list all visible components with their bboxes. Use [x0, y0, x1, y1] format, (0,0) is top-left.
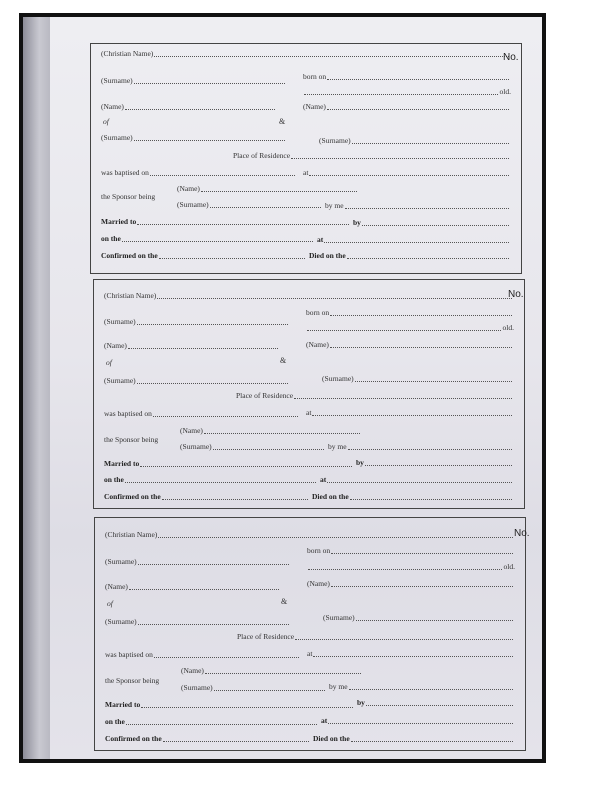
- father-surname-field[interactable]: [134, 133, 285, 141]
- married-at-label: at: [320, 475, 327, 484]
- baptism-place-field[interactable]: [309, 168, 509, 176]
- sponsor-name-field[interactable]: [204, 426, 360, 434]
- sponsor-surname-label: (Surname): [177, 200, 209, 209]
- sponsor-name-label: (Name): [181, 666, 204, 675]
- christian-name-label: (Christian Name): [104, 291, 157, 300]
- confirmed-on-field[interactable]: [163, 734, 309, 742]
- at-label: at: [307, 649, 313, 658]
- place-of-residence-field[interactable]: [291, 151, 509, 159]
- married-to-label: Married to: [104, 459, 140, 468]
- ampersand-label: &: [280, 356, 287, 365]
- register-page: [50, 17, 542, 759]
- married-on-label: on the: [104, 475, 124, 484]
- surname-field[interactable]: [134, 76, 285, 84]
- sponsor-surname-label: (Surname): [181, 683, 213, 692]
- book-gutter: [23, 17, 50, 759]
- christian-name-field[interactable]: [157, 291, 512, 299]
- died-on-label: Died on the: [312, 492, 349, 501]
- mother-name-field[interactable]: [331, 579, 513, 587]
- place-of-residence-field[interactable]: [294, 391, 512, 399]
- married-to-label: Married to: [105, 700, 141, 709]
- entry-2-number-label: No.: [508, 289, 524, 300]
- father-name-field[interactable]: [129, 582, 279, 590]
- confirmed-on-label: Confirmed on the: [101, 251, 158, 260]
- mother-name-field[interactable]: [327, 102, 509, 110]
- died-on-field[interactable]: [351, 734, 513, 742]
- baptism-entry-1: [90, 43, 522, 274]
- married-to-label: Married to: [101, 217, 137, 226]
- confirmed-on-field[interactable]: [162, 492, 308, 500]
- was-baptised-on-label: was baptised on: [105, 650, 153, 659]
- officiant-field[interactable]: [348, 442, 512, 450]
- surname-label: (Surname): [105, 557, 137, 566]
- married-on-field[interactable]: [126, 717, 317, 725]
- born-on-field[interactable]: [327, 72, 509, 80]
- married-by-field[interactable]: [365, 458, 512, 466]
- sponsor-surname-label: (Surname): [180, 442, 212, 451]
- father-surname-label: (Surname): [101, 133, 133, 142]
- born-on-label: born on: [307, 546, 331, 555]
- was-baptised-on-label: was baptised on: [104, 409, 152, 418]
- married-by-field[interactable]: [366, 698, 513, 706]
- age-field[interactable]: [307, 323, 501, 331]
- place-of-residence-label: Place of Residence: [237, 632, 295, 641]
- married-by-label: by: [357, 698, 365, 707]
- baptism-entry-3: [94, 517, 526, 751]
- by-me-label: by me: [328, 442, 347, 451]
- surname-field[interactable]: [137, 317, 288, 325]
- sponsor-name-label: (Name): [180, 426, 203, 435]
- mother-surname-label: (Surname): [323, 613, 355, 622]
- surname-label: (Surname): [101, 76, 133, 85]
- ampersand-label: &: [281, 597, 288, 606]
- father-name-field[interactable]: [128, 341, 278, 349]
- married-on-field[interactable]: [125, 475, 316, 483]
- sponsor-name-field[interactable]: [201, 184, 357, 192]
- mother-surname-label: (Surname): [322, 374, 354, 383]
- surname-label: (Surname): [104, 317, 136, 326]
- officiant-field[interactable]: [349, 682, 513, 690]
- christian-name-field[interactable]: [154, 49, 509, 57]
- father-name-label: (Name): [104, 341, 127, 350]
- married-to-field[interactable]: [140, 459, 352, 467]
- confirmed-on-label: Confirmed on the: [105, 734, 162, 743]
- old-label: old.: [503, 562, 515, 571]
- by-me-label: by me: [329, 682, 348, 691]
- sponsor-being-label: the Sponsor being: [101, 192, 156, 201]
- born-on-label: born on: [306, 308, 330, 317]
- died-on-field[interactable]: [347, 251, 509, 259]
- age-field[interactable]: [304, 87, 498, 95]
- sponsor-surname-field[interactable]: [210, 200, 321, 208]
- married-at-label: at: [321, 716, 328, 725]
- ampersand-label: &: [279, 117, 286, 126]
- surname-field[interactable]: [138, 557, 289, 565]
- sponsor-surname-field[interactable]: [214, 683, 325, 691]
- of-label: of: [107, 599, 113, 608]
- baptism-date-field[interactable]: [153, 409, 298, 417]
- married-on-label: on the: [101, 234, 121, 243]
- married-at-field[interactable]: [327, 475, 512, 483]
- old-label: old.: [502, 323, 514, 332]
- photo-frame: [19, 13, 546, 763]
- father-surname-field[interactable]: [137, 376, 288, 384]
- at-label: at: [303, 168, 309, 177]
- born-on-label: born on: [303, 72, 327, 81]
- married-by-field[interactable]: [362, 218, 509, 226]
- entry-3-number-label: No.: [514, 528, 530, 539]
- sponsor-surname-field[interactable]: [213, 442, 324, 450]
- father-surname-label: (Surname): [104, 376, 136, 385]
- married-by-label: by: [356, 458, 364, 467]
- baptism-date-field[interactable]: [150, 168, 295, 176]
- father-surname-label: (Surname): [105, 617, 137, 626]
- entry-1-number-label: No.: [503, 52, 519, 63]
- of-label: of: [106, 358, 112, 367]
- old-label: old.: [499, 87, 511, 96]
- place-of-residence-field[interactable]: [295, 632, 513, 640]
- sponsor-name-field[interactable]: [205, 666, 361, 674]
- married-to-field[interactable]: [141, 700, 353, 708]
- mother-name-label: (Name): [307, 579, 330, 588]
- christian-name-label: (Christian Name): [105, 530, 158, 539]
- mother-surname-field[interactable]: [355, 374, 512, 382]
- died-on-field[interactable]: [350, 492, 512, 500]
- place-of-residence-label: Place of Residence: [236, 391, 294, 400]
- by-me-label: by me: [325, 201, 344, 210]
- married-to-field[interactable]: [137, 217, 349, 225]
- married-on-label: on the: [105, 717, 125, 726]
- died-on-label: Died on the: [313, 734, 350, 743]
- died-on-label: Died on the: [309, 251, 346, 260]
- married-by-label: by: [353, 218, 361, 227]
- father-name-label: (Name): [105, 582, 128, 591]
- mother-surname-field[interactable]: [352, 136, 509, 144]
- father-name-label: (Name): [101, 102, 124, 111]
- age-field[interactable]: [308, 562, 502, 570]
- sponsor-being-label: the Sponsor being: [104, 435, 159, 444]
- place-of-residence-label: Place of Residence: [233, 151, 291, 160]
- father-surname-field[interactable]: [138, 617, 289, 625]
- at-label: at: [306, 408, 312, 417]
- christian-name-field[interactable]: [158, 530, 513, 538]
- married-on-field[interactable]: [122, 234, 313, 242]
- baptism-place-field[interactable]: [312, 408, 512, 416]
- officiant-field[interactable]: [345, 201, 509, 209]
- born-on-field[interactable]: [331, 546, 513, 554]
- baptism-date-field[interactable]: [154, 650, 299, 658]
- baptism-entry-2: [93, 279, 525, 509]
- born-on-field[interactable]: [330, 308, 512, 316]
- married-at-field[interactable]: [324, 235, 509, 243]
- mother-name-label: (Name): [303, 102, 326, 111]
- mother-surname-field[interactable]: [356, 613, 513, 621]
- of-label: of: [103, 117, 109, 126]
- married-at-label: at: [317, 235, 324, 244]
- married-at-field[interactable]: [328, 716, 513, 724]
- sponsor-being-label: the Sponsor being: [105, 676, 160, 685]
- was-baptised-on-label: was baptised on: [101, 168, 149, 177]
- father-name-field[interactable]: [125, 102, 275, 110]
- confirmed-on-label: Confirmed on the: [104, 492, 161, 501]
- mother-name-label: (Name): [306, 340, 329, 349]
- christian-name-label: (Christian Name): [101, 49, 154, 58]
- baptism-place-field[interactable]: [313, 649, 513, 657]
- mother-surname-label: (Surname): [319, 136, 351, 145]
- sponsor-name-label: (Name): [177, 184, 200, 193]
- mother-name-field[interactable]: [330, 340, 512, 348]
- confirmed-on-field[interactable]: [159, 251, 305, 259]
